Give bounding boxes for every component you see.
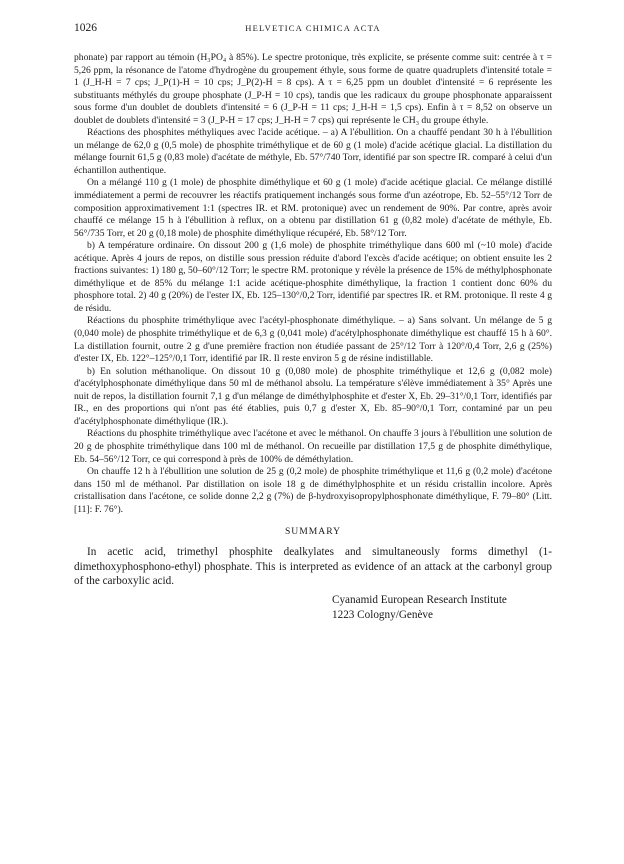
page-header <box>74 22 552 38</box>
affiliation-location: 1223 Cologny/Genève <box>332 608 433 621</box>
journal-title: HELVETICA CHIMICA ACTA <box>245 23 381 33</box>
paragraph-acetone-methanol: Réactions du phosphite triméthylique avec l'acétone et avec le méthanol. On chauffe 3 jours à l'ébullition une solution de 20 g de phosphite triméthylique dans 100 ml de méthanol. On recueille par distillation 17,5 g de phosphite diméthylique, Eb. 54–56°/12 Torr, ce qui correspond à près de 100% de déméthylation. <box>74 428 552 465</box>
paragraph-room-temperature: b) A température ordinaire. On dissout 200 g (1,6 mole) de phosphite triméthylique dans 600 ml (~10 mole) d'acide acétique. Après 4 jours de repos, on distille sous pression réduite d'abord l'excès d'acide acétique; on obtient ensuite les 2 fractions suivantes: 1) 180 g, 50–60°/12 Torr; le spectre RM. protonique y révèle la présence de 15% de méthylphosphonate diméthylique et de 85% du mélange 1:1 acide acétique-phosphite diméthylique, la fraction 1 contient donc 60% du phosphore total. 2) 40 g (20%) de l'ester IX, Eb. 125–130°/0,2 Torr, identifié par spectres IR. et RM. protonique. Il reste 4 g de résidu. <box>74 240 552 314</box>
paragraph-nmr-spectrum: phonate) par rapport au témoin (H₃PO₄ à 85%). Le spectre protonique, très explicite, se présente comme suit: centrée à τ = 5,26 ppm, la résonance de l'atome d'hydrogène du groupement éthyle, sous forme de quatre quadruplets d'intensité totale = 1 (J_H-H = 7 cps; J_P(1)-H = 10 cps; J_P(2)-H = 8 cps). A τ = 6,25 ppm un doublet d'intensité = 6 représente les substituants méthylés du groupe phosphate (J_P-H = 10 cps), tandis que les radicaux du groupe phosphonate apparaissent sous forme d'un doublet de doublets d'intensité = 6 (J_P-H = 11 cps; J_H-H = 1,5 cps). Enfin à τ = 8,52 on observe un doublet de doublets d'intensité = 3 (J_P-H = 17 cps; J_H-H = 7 cps) qui représente le CH₃ du groupe éthyle. <box>74 52 552 126</box>
paragraph-acetylphosphonate-no-solvent: Réactions du phosphite triméthylique avec l'acétyl-phosphonate diméthylique. – a) Sans solvant. Un mélange de 5 g (0,040 mole) de phosphite triméthylique et de 6,3 g (0,041 mole) d'acétylphosphonate diméthylique est chauffé 15 h à 60°. La distillation fournit, outre 2 g d'une première fraction non étudiée passant de 25°/12 Torr à 120°/0,4 Torr, 2,6 g (25%) d'ester IX, Eb. 122°–125°/0,1 Torr, identifié par IR. Il reste environ 5 g de résine indistillable. <box>74 315 552 365</box>
paragraph-acetone-reflux: On chauffe 12 h à l'ébullition une solution de 25 g (0,2 mole) de phosphite triméthylique et 11,6 g (0,2 mole) d'acétone dans 150 ml de méthanol. Par distillation on isole 18 g de diméthylphosphite et un résidu cristallin incolore. Après cristallisation dans l'acétone, ce solide donne 2,2 g (7%) de β-hydroxyisopropylphosphonate diméthylique, F. 79–80° (Litt. [11]: F. 76°). <box>74 466 552 515</box>
paragraph-dimethyl-phosphite-mix: On a mélangé 110 g (1 mole) de phosphite diméthylique et 60 g (1 mole) d'acide acétique glacial. Ce mélange distillé immédiatement a permi de recouvrer les réactifs pratiquement inchangés sous forme d'un azéotrope, Eb. 52–55°/12 Torr de composition approximativement 1:1 (spectres IR. et RM. protonique) avec un rendement de 90%. Par contre, après avoir chauffé ce mélange 15 h à l'ébullition à reflux, on a obtenu par distillation 61 g (0,82 mole) d'acétate de méthyle, Eb. 56°/735 Torr, et 20 g (0,18 mole) de phosphite diméthylique récupéré, Eb. 58°/12 Torr. <box>74 177 552 239</box>
summary-heading: SUMMARY <box>284 526 342 538</box>
article-body <box>74 52 552 516</box>
affiliation-institute: Cyanamid European Research Institute <box>332 594 507 607</box>
paragraph-methanol-solution: b) En solution méthanolique. On dissout 10 g (0,080 mole) de phosphite triméthylique et 12,6 g (0,082 mole) d'acétylphosphonate diméthylique dans 50 ml de méthanol absolu. La température s'élève immédiatement à 35° Après une nuit de repos, la distillation fournit 7,1 g d'un mélange de diméthylphosphite et d'ester X, Eb. 29–31°/0,1 Torr, identifiés par IR., en des proportions qui n'ont pas été établies, puis 0,7 g d'ester X, Eb. 85–90°/0,1 Torr, contaminé par un peu d'acétylphosphonate diméthylique (IR.). <box>74 365 552 427</box>
summary-text: In acetic acid, trimethyl phosphite dealkylates and simultaneously forms dimethyl (1-dimethoxyphosphono-ethyl) phosphate. This is interpreted as evidence of an attack at the carbonyl group of the carboxylic acid. <box>74 546 552 588</box>
page-number: 1026 <box>74 22 97 34</box>
affiliation <box>74 593 552 622</box>
paragraph-acetic-acid-boiling: Réactions des phosphites méthyliques avec l'acide acétique. – a) A l'ébullition. On a chauffé pendant 30 h à l'ébullition un mélange de 62,0 g (0,5 mole) de phosphite triméthylique et de 60 g (1 mole) d'acide acétique glacial. La distillation du mélange fournit 61,5 g (0,83 mole) d'acétate de méthyle, Eb. 57°/740 Torr, identifié par son spectre IR. comparé à celui d'un échantillon authentique. <box>74 127 552 176</box>
journal-page <box>74 22 552 622</box>
